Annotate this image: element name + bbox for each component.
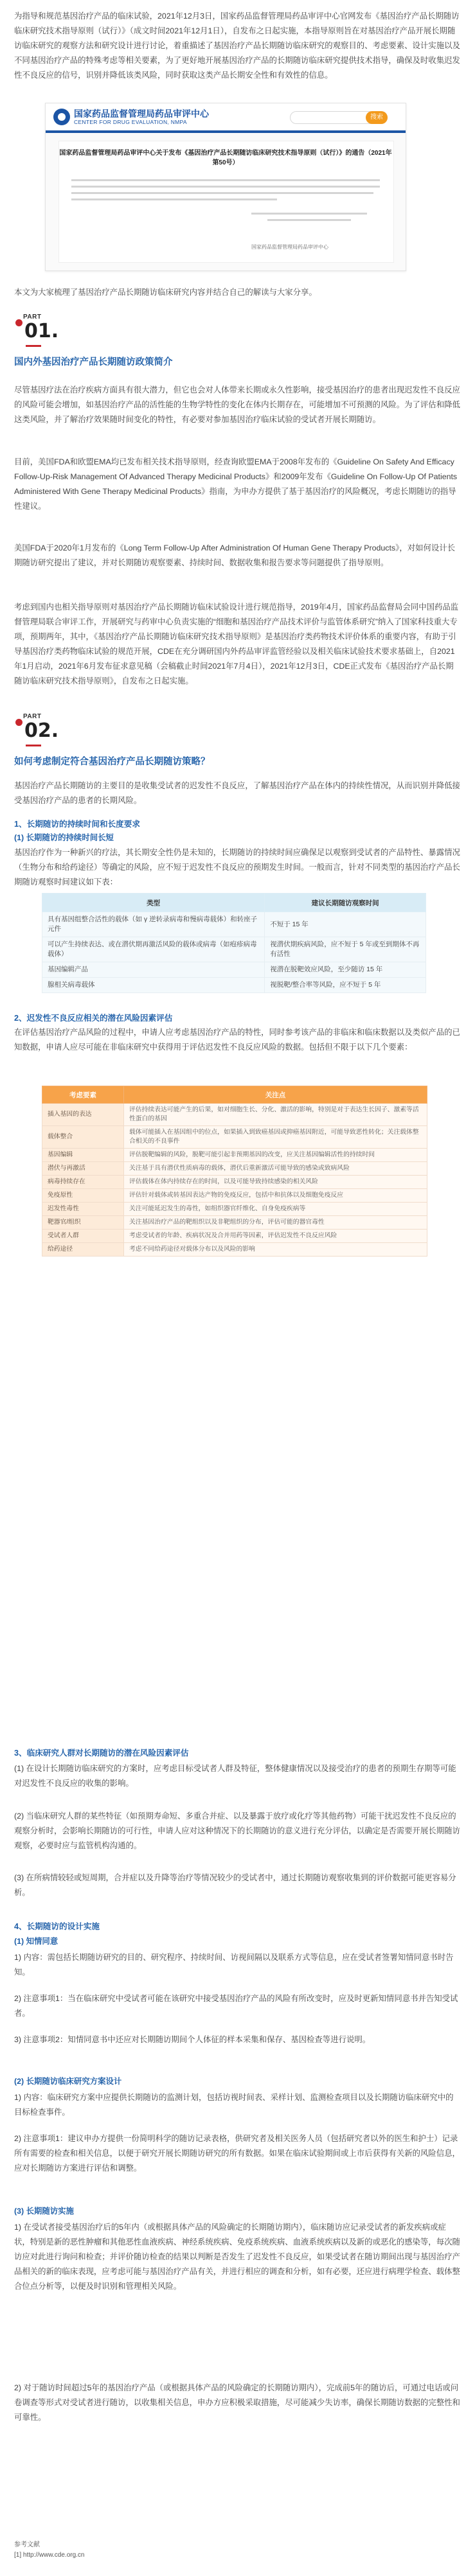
table-row bbox=[42, 1149, 427, 1162]
part-underline bbox=[26, 345, 41, 347]
search-button[interactable]: 搜索 bbox=[366, 111, 388, 124]
part-label: PART bbox=[23, 713, 42, 720]
table-row bbox=[42, 1126, 427, 1149]
references-label: 参考文献 bbox=[14, 2541, 40, 2548]
subsection-title: 3、临床研究人群对长期随访的潜在风险因素评估 bbox=[14, 1749, 189, 1758]
table-cell: 关注可能延迟发生的毒性，如组织器官纤维化、自身免疫疾病等 bbox=[124, 1203, 427, 1216]
subsection-title: (3) 长期随访实施 bbox=[14, 2207, 74, 2216]
paragraph: 1) 内容：需包括长期随访研究的目的、研究程序、持续时间、访视间隔以及联系方式等信息，应在受试者签署知情同意书时告知。 bbox=[14, 1953, 454, 1977]
section-title: 如何考虑制定符合基因治疗产品长期随访策略？ bbox=[14, 757, 210, 767]
intro-paragraph: 为指导和规范基因治疗产品的临床试验，2021年12月3日，国家药品监督管理局药品审评中心官网发布《基因治疗产品长期随访临床研究技术指导原则（试行）》（成文时间2021年12月1日），自发布之日起实施，本指导原则旨在对基因治疗产品开展长期随访临床研究的观察方法和研究设计进行讨论，着重描述了基因治疗产品长期随访临床研究的观察目的、考虑要素、设计实施以及不同基因治疗产品的特殊考虑等相关要素，为了更好地开展基因治疗产品的长期随访临床研究提供技术指导，确保及时收集迟发性不良反应的信号，识别并降低该类风险，同时获取这类产品长期安全性和有效性的信息。 bbox=[14, 12, 460, 80]
subsection-title: (2) 长期随访临床研究方案设计 bbox=[14, 2077, 122, 2086]
table-row bbox=[42, 1243, 427, 1257]
table-header: 考虑要素 bbox=[42, 1086, 124, 1104]
table-row bbox=[42, 1189, 427, 1203]
table-row bbox=[42, 912, 426, 937]
subsection-title: 4、长期随访的设计实施 bbox=[14, 1922, 100, 1931]
table-cell: 受试者人群 bbox=[42, 1230, 124, 1243]
table-cell: 基因编辑 bbox=[42, 1149, 124, 1162]
text-line bbox=[71, 198, 277, 200]
table-cell: 视潜伏期疾病风险，应不短于 5 年或至到期体不再有活性 bbox=[265, 937, 426, 962]
table-row bbox=[42, 1216, 427, 1230]
table-cell: 迟发性毒性 bbox=[42, 1203, 124, 1216]
paragraph: 2) 注意事项1：建议申办方提供一份简明科学的随访记录表格，供研究者及相关医务人员（包括研究者以外的医生和护士）记录所有需要的检查和相关信息，以便于研究开展长期随访研究的所有数据。如果在临床试验期间或上市后获得有关新的风险信息，应对长期随访方案进行评估和调整。 bbox=[14, 2134, 460, 2173]
lead-paragraph: 本文为大家梳理了基因治疗产品长期随访临床研究内容并结合自己的解读与大家分享。 bbox=[14, 288, 317, 297]
table-cell: 载体整合 bbox=[42, 1126, 124, 1149]
table-cell: 靶器官/组织 bbox=[42, 1216, 124, 1230]
table-cell: 载体可能插入在基因组中的位点，如果插入到致癌基因或抑癌基因附近，可能导致恶性转化；关注载体整合相关的不良事件 bbox=[124, 1126, 427, 1149]
table-cell: 病毒持续存在 bbox=[42, 1176, 124, 1189]
paragraph: 基因治疗产品长期随访的主要目的是收集受试者的迟发性不良反应，了解基因治疗产品在体内的持续性情况，从而识别并降低接受基因治疗产品的患者的长期风险。 bbox=[14, 781, 460, 805]
part-label: PART bbox=[23, 313, 42, 321]
announcement-title: 国家药品监督管理局药品审评中心关于发布《基因治疗产品长期随访临床研究技术指导原则（试行）》的通告（2021年第50号） bbox=[59, 150, 392, 166]
table-cell: 给药途径 bbox=[42, 1243, 124, 1257]
table-cell: 考虑不同给药途径对载体分布以及风险的影响 bbox=[124, 1243, 427, 1257]
table-cell: 关注基因治疗产品的靶组织以及非靶组织的分布，评估可能的器官毒性 bbox=[124, 1216, 427, 1230]
table-header: 类型 bbox=[42, 894, 265, 912]
paragraph: 1) 在受试者接受基因治疗后的5年内（或根据具体产品的风险确定的长期随访期内），临床随访应记录受试者的新发疾病或症状，特别是新的恶性肿瘤和其他恶性血液疾病、神经系统疾病、免疫系统疾病、血液系统疾病以及新的或恶化的感染等，每次随访应对此进行询问和检查；并评价随访检查的结果以判断是否发生了迟发性不良反应，如果受试者在随访期间出现与基因治疗产品相关的新的临床表现，应考虑可能与基因治疗产品有关，并进行相应的调查和分析，如有必要，还应进行病理学检查、载体整合位点分析等，以便及时识别和管理相关风险。 bbox=[14, 2223, 460, 2291]
table-header: 建议长期随访观察时间 bbox=[265, 894, 426, 912]
paragraph: 在评估基因治疗产品风险的过程中，申请人应考虑基因治疗产品的特性，同时参考该产品的非临床和临床数据以及类似产品的已知数据，申请人应尽可能在非临床研究中获得用于评估迟发性不良反应风险的数据。包括但不限于以下几个要素： bbox=[14, 1028, 460, 1052]
subsection-title: 2、迟发性不良反应相关的潜在风险因素评估 bbox=[14, 1014, 173, 1023]
table-row bbox=[42, 1162, 427, 1176]
table-cell: 基因编辑产品 bbox=[42, 962, 265, 978]
paragraph: 目前，美国FDA和欧盟EMA均已发布相关技术指导原则，经查询欧盟EMA于2008年发布的《Guideline On Safety And Efficacy Follow-Up-Risk Management Of Advanced Therapy Medicinal Products》和2009年发布《Guideline On Follow-Up Of Patients Administered With Gene Therapy Medicinal Products》指南，为申办方提供了基于基因治疗的风险概况，考虑长期随访的指导性建议。 bbox=[14, 457, 458, 511]
part-number: 02. bbox=[24, 719, 59, 742]
table-cell: 评估针对载体或转基因表达产物的免疫反应，包括中和抗体以及细胞免疫反应 bbox=[124, 1189, 427, 1203]
announcement-screenshot bbox=[45, 103, 406, 271]
org-name-en: CENTER FOR DRUG EVALUATION, NMPA bbox=[74, 119, 187, 125]
text-line bbox=[71, 192, 373, 194]
table-cell: 评估脱靶编辑的风险，脱靶可能引起非预期基因的改变，应关注基因编辑活性的持续时间 bbox=[124, 1149, 427, 1162]
risk-factor-table bbox=[42, 1086, 427, 1257]
part-01-marker bbox=[14, 313, 91, 349]
table-cell: 考虑受试者的年龄、疾病状况及合并用药等因素，评估迟发性不良反应风险 bbox=[124, 1230, 427, 1243]
table-cell: 腺相关病毒载体 bbox=[42, 978, 265, 993]
text-line bbox=[267, 219, 351, 221]
table-cell: 插入基因的表达 bbox=[42, 1104, 124, 1126]
table-header: 关注点 bbox=[124, 1086, 427, 1104]
paragraph: 2) 对于随访时间超过5年的基因治疗产品（或根据具体产品的风险确定的长期随访期内），完成前5年的随访后，可通过电话或问卷调查等形式对受试者进行随访，以收集相关信息，申办方应积极采取措施，尽可能减少失访率，确保长期随访数据的完整性和可靠性。 bbox=[14, 2383, 460, 2422]
table-cell: 不短于 15 年 bbox=[265, 912, 426, 937]
text-line bbox=[251, 213, 367, 215]
table-cell: 免疫原性 bbox=[42, 1189, 124, 1203]
table-cell: 视潜在脱靶效应风险，至少随访 15 年 bbox=[265, 962, 426, 978]
subsection-title: 1、长期随访的持续时间和长度要求 bbox=[14, 820, 140, 829]
paragraph: (3) 在所病情较轻或短周期，合并症以及升降等治疗等情况较少的受试者中，通过长期随访观察收集到的评价数据可能更容易分析。 bbox=[14, 1873, 456, 1897]
part-02-marker bbox=[14, 713, 91, 749]
table-cell: 具有基因组整合活性的载体（如 γ 逆转录病毒和慢病毒载体）和转座子元件 bbox=[42, 912, 265, 937]
table-row bbox=[42, 937, 426, 962]
paragraph: (2) 当临床研究人群的某些特征（如预期寿命短、多重合并症、以及暴露于放疗或化疗等其他药物）可能干扰迟发性不良反应的观察分析时，会影响长期随访的可行性，申请人应对这种情况下的长期随访的意义进行充分评估，以确定是否需要开展长期随访观察，必要时应与监管机构沟通的。 bbox=[14, 1812, 460, 1850]
section-title: 国内外基因治疗产品长期随访政策简介 bbox=[14, 357, 173, 367]
header-bar bbox=[46, 130, 406, 133]
paragraph: 3) 注意事项2：知情同意书中还应对长期随访期间个人体征的样本采集和保存、基因检查等进行说明。 bbox=[14, 2035, 371, 2044]
table-cell: 视脱靶/整合率等风险，应不短于 5 年 bbox=[265, 978, 426, 993]
announcement-header bbox=[46, 103, 406, 130]
text-line bbox=[71, 186, 380, 188]
nmpa-logo-icon bbox=[53, 109, 70, 125]
announcement-signature: 国家药品监督管理局药品审评中心 bbox=[251, 244, 328, 250]
part-dot-icon bbox=[15, 319, 22, 326]
table-cell: 评估载体在体内持续存在的时间，以及可能导致持续感染的相关风险 bbox=[124, 1176, 427, 1189]
table-row bbox=[42, 962, 426, 978]
table-cell: 评估持续表达可能产生的后果，如对细胞生长、分化、激活的影响，特别是对于表达生长因子、激素等活性蛋白的基因 bbox=[124, 1104, 427, 1126]
paragraph: 尽管基因疗法在治疗疾病方面具有很大潜力，但它也会对人体带来长期或永久性影响，接受基因治疗的患者出现迟发性不良反应的风险可能会增加，如基因治疗产品的活性能的生物学特性的变化在体内长期存在，可能增加不可预测的风险。为了评估和降低这类风险，并了解治疗效果随时间变化的特性，有必要对参加基因治疗临床试验的受试者开展长期随访。 bbox=[14, 385, 460, 424]
paragraph: 2) 注意事项1：当在临床研究中受试者可能在该研究中接受基因治疗产品的风险有所改变时，应及时更新知情同意书并告知受试者。 bbox=[14, 1994, 458, 2018]
subsection-title: (1) 长期随访的持续时间长短 bbox=[14, 833, 114, 842]
table-row bbox=[42, 978, 426, 993]
table-cell: 可以产生持续表达、或在潜伏期再激活风险的载体或病毒（如疱疹病毒载体） bbox=[42, 937, 265, 962]
part-dot-icon bbox=[15, 719, 22, 726]
table-row bbox=[42, 1104, 427, 1126]
org-name-cn: 国家药品监督管理局药品审评中心 bbox=[74, 109, 209, 119]
reference-link[interactable]: [1] http://www.cde.org.cn bbox=[14, 2552, 85, 2559]
part-underline bbox=[26, 745, 41, 746]
follow-up-duration-table bbox=[42, 893, 426, 993]
paragraph: 考虑到国内也相关指导原则对基因治疗产品长期随访临床试验设计进行规范指导，2019年4月，国家药品监督局会同中国药品监督管理局联合审评工作，开展研究与药审中心负责实施的“细胞和基因治疗产品技术评价与监管体系研究”纳入了国家科技重大专项，预期两年，其中，《基因治疗产品长期随访临床研究技术指导原则》是基因治疗类药物技术评价体系的重要内容，有助于引导基因治疗类药物临床试验的规范开展，CDE在充分调研国内外药品审评监管经验以及相关临床试验技术要求基础上，自2021年1月启动，2021年6月发布征求意见稿（会稿截止时间2021年7月4日），2021年12月3日，CDE正式发布《基因治疗产品长期随访临床研究技术指导原则》，自发布之日起实施。 bbox=[14, 603, 459, 685]
paragraph: 美国FDA于2020年1月发布的《Long Term Follow-Up After Administration Of Human Gene Therapy Products》，对如何设计长期随访研究提出了建议，并对长期随访观察要素、持续时间、数据收集和报告要求等问题提供了指导原则。 bbox=[14, 543, 456, 567]
paragraph: 基因治疗作为一种新兴的疗法，其长期安全性仍是未知的，长期随访的持续时间应确保足以观察到受试者的产品特性、暴露情况（生物分布和给药途径）等确定的风险，应不短于迟发性不良反应的预期发生时间。一般而言，针对不同类型的基因治疗产品长期随访观察时间建议如下表： bbox=[14, 848, 460, 887]
search-input[interactable] bbox=[290, 111, 388, 124]
table-cell: 关注基于具有潜伏性质病毒的载体，潜伏后重新激活可能导致的感染或致病风险 bbox=[124, 1162, 427, 1176]
table-row bbox=[42, 1203, 427, 1216]
paragraph: (1) 在设计长期随访临床研究的方案时，应考虑目标受试者人群及特征，整体健康情况以及接受治疗的患者的预期生存期等可能对迟发性不良反应的收集的影响。 bbox=[14, 1764, 456, 1788]
table-row bbox=[42, 1230, 427, 1243]
text-line bbox=[71, 179, 380, 181]
subsection-title: (1) 知情同意 bbox=[14, 1937, 58, 1946]
table-row bbox=[42, 1176, 427, 1189]
part-number: 01. bbox=[24, 320, 59, 342]
paragraph: 1) 内容：临床研究方案中应提供长期随访的监测计划，包括访视时间表、采样计划、监测检查项目以及长期随访临床研究中的目标检查事件。 bbox=[14, 2093, 454, 2117]
table-cell: 潜伏与再激活 bbox=[42, 1162, 124, 1176]
